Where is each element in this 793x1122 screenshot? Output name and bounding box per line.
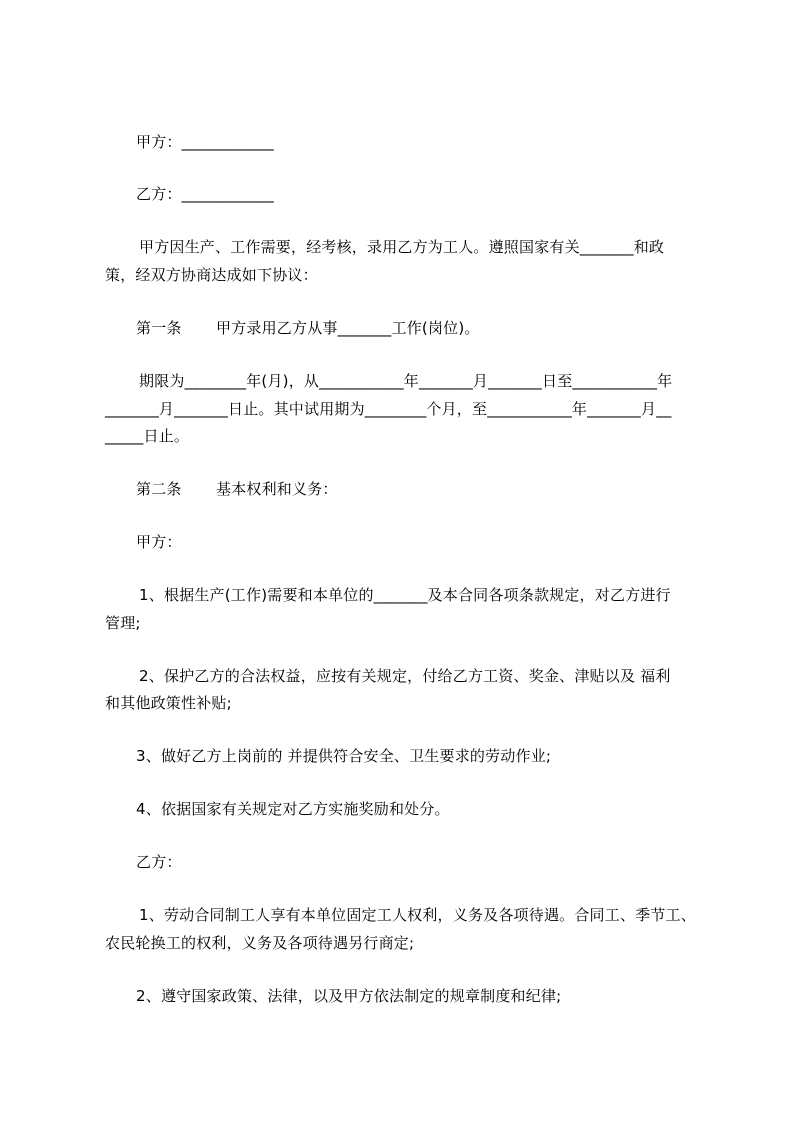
term-line-2: _______月_______日止。其中试用期为________个月，至___________年_______月__: [105, 400, 672, 418]
article-2-label: 第二条: [136, 480, 182, 498]
party-a-item-1-line-2: 管理;: [105, 614, 141, 632]
party-a-heading: 甲方：: [136, 533, 182, 551]
party-b-item-2: 2、遵守国家政策、法律，以及甲方依法制定的规章制度和纪律;: [136, 987, 562, 1005]
term-line-3: _____日止。: [105, 427, 190, 445]
party-a-item-1-line-1: 1、根据生产(工作)需要和本单位的_______及本合同各项条款规定，对乙方进行: [139, 586, 671, 604]
party-b-signature-line: 乙方：____________: [136, 185, 275, 203]
party-a-item-2-line-2: 和其他政策性补贴;: [105, 694, 232, 712]
article-1-label: 第一条: [136, 319, 182, 337]
party-b-item-1-line-2: 农民轮换工的权利，义务及各项待遇另行商定;: [105, 934, 415, 952]
article-1-text: 甲方录用乙方从事_______工作(岗位)。: [216, 319, 480, 337]
intro-line-1: 甲方因生产、工作需要，经考核，录用乙方为工人。遵照国家有关_______和政: [139, 238, 665, 256]
party-b-item-1-line-1: 1、劳动合同制工人享有本单位固定工人权利，义务及各项待遇。合同工、季节工、: [139, 906, 696, 924]
party-a-item-3: 3、做好乙方上岗前的 并提供符合安全、卫生要求的劳动作业;: [136, 747, 552, 765]
party-a-signature-line: 甲方：____________: [136, 133, 275, 151]
party-b-heading: 乙方：: [136, 853, 182, 871]
term-line-1: 期限为________年(月)，从___________年_______月_______日至___________年: [139, 372, 673, 390]
party-a-item-2-line-1: 2、保护乙方的合法权益，应按有关规定，付给乙方工资、奖金、津贴以及 福利: [139, 667, 671, 685]
party-a-item-4: 4、依据国家有关规定对乙方实施奖励和处分。: [136, 800, 450, 818]
article-2-text: 基本权利和义务：: [216, 480, 338, 498]
intro-line-2: 策，经双方协商达成如下协议：: [105, 266, 318, 284]
